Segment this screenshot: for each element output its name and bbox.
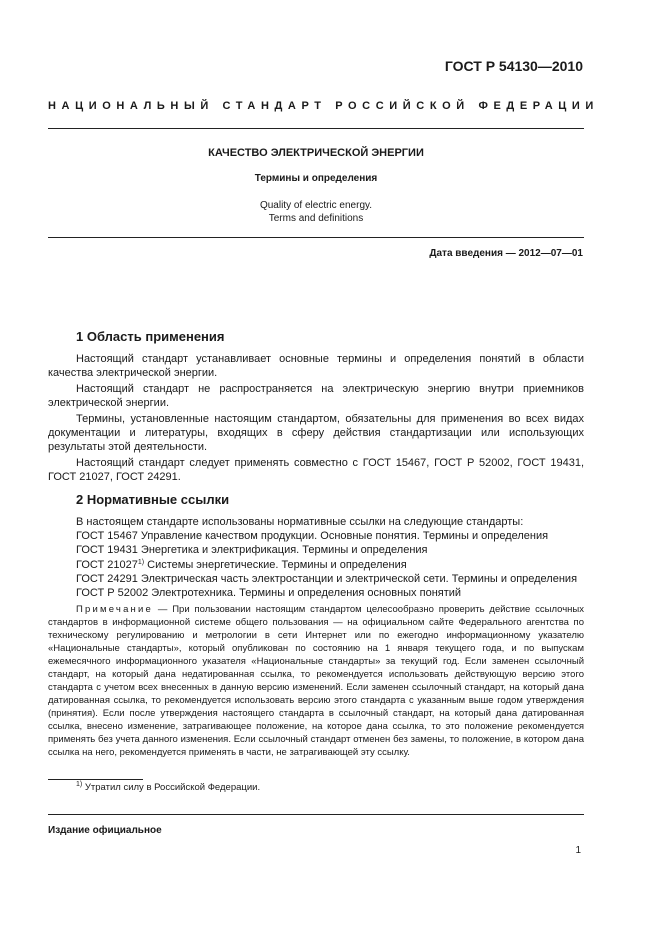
section-1-paragraph: Термины, установленные настоящим стандартом, обязательны для применения во всех видах документации и литературы, входящих в сферу действия стандартизации или использующих результаты этой деятельности. xyxy=(48,412,584,454)
effective-date: Дата введения — 2012—07—01 xyxy=(429,248,583,259)
reference-item xyxy=(76,586,586,600)
page-number: 1 xyxy=(575,845,581,856)
title-en-line1: Quality of electric energy. xyxy=(259,200,373,211)
reference-title: Электротехника. Термины и определения основных понятий xyxy=(151,587,462,600)
note-label: Примечание xyxy=(76,604,153,615)
footnote-text: Утратил силу в Российской Федерации. xyxy=(84,782,261,793)
normative-references-list xyxy=(76,515,586,600)
document-title: КАЧЕСТВО ЭЛЕКТРИЧЕСКОЙ ЭНЕРГИИ xyxy=(208,147,424,159)
section-1-paragraph: Настоящий стандарт устанавливает основные термины и определения понятий в области качества электрической энергии. xyxy=(48,353,584,380)
reference-item xyxy=(76,543,586,557)
reference-title: Системы энергетические. Термины и определения xyxy=(147,558,407,571)
document-title-english xyxy=(48,199,584,225)
reference-title: Электрическая часть электростанции и электрической сети. Термины и определения xyxy=(140,572,578,585)
section-2-heading: 2 Нормативные ссылки xyxy=(76,492,230,507)
title-divider xyxy=(48,237,584,238)
reference-title: Энергетика и электрификация. Термины и определения xyxy=(140,544,428,557)
note-text: — При пользовании настоящим стандартом целесообразно проверить действие ссылочных стандартов в информационной системе общего пользования — на официальном сайте Федерального агентства по техническому регулированию и метрологии в сети Интернет или по ежегодно информационному указателю «Национальные стандарты», который опубликован по состоянию на 1 января текущего года, и по выпускам ежемесячного информационного указателя «Национальные стандарты» за текущий год. Если заменен ссылочный стандарт, на который дана недатированная ссылка, то рекомендуется использовать действующую версию этого стандарта с учетом всех внесенных в данную версию изменений. Если заменен ссылочный стандарт, на который дана датированная ссылка, то рекомендуется использовать версию этого стандарта с указанным выше годом утверждения (принятия). Если после утверждения настоящего стандарта в ссылочный стандарт, на который дана датированная ссылка, внесено изменение, затрагивающее положение, на которое дана ссылка, то это положение рекомендуется применять без учета данного изменения. Если ссылочный стандарт отменен без замены, то положение, в котором дана ссылка на него, рекомендуется применять в части, не затрагивающей эту ссылку. xyxy=(48,604,584,758)
reference-item xyxy=(76,572,586,586)
document-number: ГОСТ Р 54130—2010 xyxy=(444,58,583,74)
edition-label: Издание официальное xyxy=(48,825,162,836)
reference-code: ГОСТ 15467 xyxy=(76,530,138,543)
reference-code: ГОСТ 19431 xyxy=(76,544,138,557)
references-intro: В настоящем стандарте использованы нормативные ссылки на следующие стандарты: xyxy=(76,516,524,528)
reference-title: Управление качеством продукции. Основные понятия. Термины и определения xyxy=(140,530,549,543)
national-standard-heading: НАЦИОНАЛЬНЫЙ СТАНДАРТ РОССИЙСКОЙ ФЕДЕРАЦИИ xyxy=(48,100,599,112)
footnote-mark: 1) xyxy=(76,781,83,788)
reference-code: ГОСТ Р 52002 xyxy=(76,587,149,600)
reference-code: ГОСТ 21027 xyxy=(76,558,138,571)
document-subtitle: Термины и определения xyxy=(254,173,378,184)
reference-item xyxy=(76,558,586,572)
footnote-marker: 1) xyxy=(137,558,145,566)
note-block xyxy=(48,603,584,759)
reference-code: ГОСТ 24291 xyxy=(76,572,138,585)
section-1-body xyxy=(48,352,584,486)
footnote xyxy=(76,782,260,793)
title-en-line2: Terms and definitions xyxy=(268,213,364,224)
section-1-paragraph: Настоящий стандарт не распространяется на электрическую энергию внутри приемников электрической энергии. xyxy=(48,382,584,410)
footer-divider xyxy=(48,814,584,815)
section-1-paragraph: Настоящий стандарт следует применять совместно с ГОСТ 15467, ГОСТ Р 52002, ГОСТ 19431, ГОСТ 21027, ГОСТ 24291. xyxy=(48,456,584,484)
top-divider xyxy=(48,128,584,129)
reference-item xyxy=(76,529,586,543)
section-1-heading: 1 Область применения xyxy=(76,329,225,344)
footnote-divider xyxy=(48,779,143,780)
